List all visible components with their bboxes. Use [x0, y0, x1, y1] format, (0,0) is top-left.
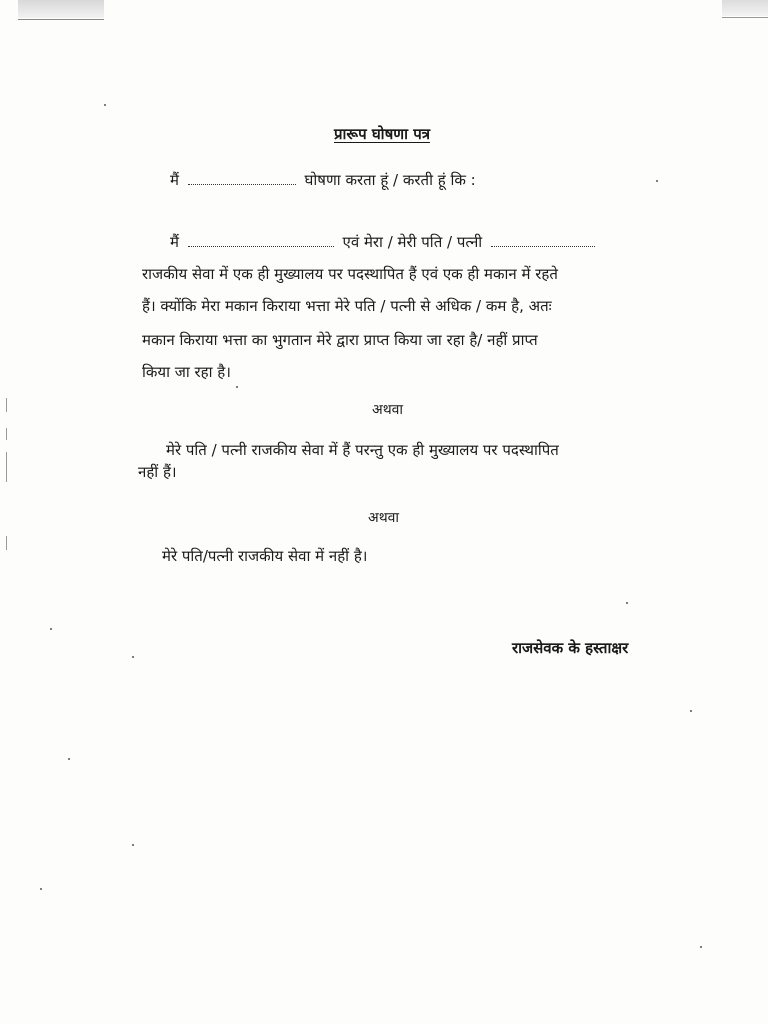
scan-speck	[626, 602, 628, 604]
scan-speck	[104, 104, 106, 106]
scan-artifact	[6, 536, 7, 550]
line2-prefix: मैं	[170, 233, 179, 251]
or-label-2: अथवा	[368, 510, 400, 526]
scan-speck	[656, 180, 658, 182]
paragraph-1-line: हैं। क्योंकि मेरा मकान किराया भत्ता मेरे पति / पत्नी से अधिक / कम है, अतः	[142, 297, 552, 315]
scan-speck	[700, 946, 702, 948]
scan-speck	[132, 844, 134, 846]
paragraph-2-line: मेरे पति / पत्नी राजकीय सेवा में हैं परन्तु एक ही मुख्यालय पर पदस्थापित	[166, 441, 559, 459]
scan-artifact	[722, 17, 768, 18]
paragraph-1-line: किया जा रहा है।	[142, 363, 231, 381]
scan-speck	[40, 888, 42, 890]
declaration-line-2	[170, 232, 599, 252]
scan-artifact	[18, 0, 104, 18]
paragraph-2-line: नहीं हैं।	[138, 463, 177, 481]
name-blank-1	[188, 172, 296, 185]
line1-prefix: मैं	[170, 171, 179, 189]
line2-middle: एवं मेरा / मेरी पति / पत्नी	[342, 233, 483, 251]
scan-artifact	[6, 398, 7, 412]
scan-speck	[50, 628, 52, 630]
paragraph-3: मेरे पति/पत्नी राजकीय सेवा में नहीं है।	[162, 547, 368, 565]
document-title: प्रारूप घोषणा पत्र	[334, 125, 430, 143]
or-label-1: अथवा	[372, 402, 404, 418]
paragraph-1-line: राजकीय सेवा में एक ही मुख्यालय पर पदस्थापित हैं एवं एक ही मकान में रहते	[142, 265, 558, 283]
paragraph-1-line: मकान किराया भत्ता का भुगतान मेरे द्वारा प्राप्त किया जा रहा है/ नहीं प्राप्त	[142, 331, 538, 349]
scan-speck	[68, 758, 70, 760]
declaration-line-1	[170, 170, 476, 190]
scan-artifact	[6, 428, 7, 440]
scan-speck	[690, 710, 692, 712]
name-blank-2	[188, 234, 334, 247]
scan-artifact	[6, 452, 7, 482]
spouse-name-blank	[491, 234, 595, 247]
scan-artifact	[722, 0, 768, 16]
scan-speck	[132, 656, 134, 658]
scan-artifact	[18, 19, 104, 20]
scan-speck	[236, 386, 238, 388]
signature-label: राजसेवक के हस्ताक्षर	[512, 639, 629, 657]
line1-suffix: घोषणा करता हूं / करती हूं कि :	[304, 171, 476, 189]
